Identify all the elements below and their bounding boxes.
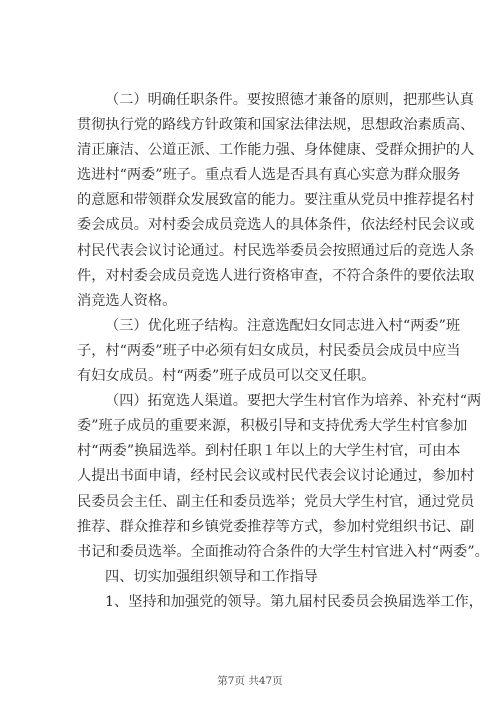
text-line: 子，村“两委”班子中必须有妇女成员，村民委员会成员中应当 (77, 342, 461, 359)
text-line: 村民代表会议讨论通过。村民选举委员会按照通过后的竞选人条 (77, 242, 475, 259)
page-footer: 第7页 共47页 (217, 675, 283, 687)
paragraph-structure (77, 314, 461, 389)
text-line: （二）明确任职条件。要按照德才兼备的原则，把那些认真 (105, 92, 474, 108)
paragraph-requirements (77, 88, 475, 314)
paragraph-leadership (77, 590, 483, 615)
text-line: 清正廉洁、公道正派、工作能力强、身体健康、受群众拥护的人 (77, 142, 475, 159)
text-line: 人提出书面申请，经村民会议或村民代表会议讨论通过，参加村 (77, 468, 475, 485)
text-line: 委会成员。对村委会成员竞选人的具体条件，依法经村民会议或 (77, 217, 475, 234)
text-line: 件，对村委会成员竞选人进行资格审查，不符合条件的要依法取 (77, 267, 475, 284)
text-line: 村“两委”换届选举。到村任职１年以上的大学生村官，可由本 (77, 443, 461, 460)
section-title: 四、切实加强组织领导和工作指导 (105, 568, 318, 585)
paragraph-channels (77, 389, 489, 565)
text-line: 民委员会主任、副主任和委员选举；党员大学生村官，通过党员 (77, 493, 475, 510)
text-line: 书记和委员选举。全面推动符合条件的大学生村官进入村“两委”。 (77, 543, 489, 560)
document-body (77, 88, 489, 615)
section-heading (77, 565, 447, 590)
text-line: （四）拓宽选人渠道。要把大学生村官作为培养、补充村“两 (105, 393, 482, 410)
text-line: 1、坚持和加强党的领导。第九届村民委员会换届选举工作， (105, 593, 483, 610)
text-line: 委”班子成员的重要来源，积极引导和支持优秀大学生村官参加 (77, 418, 468, 435)
text-line: 的意愿和带领群众发展致富的能力。要注重从党员中推荐提名村 (77, 192, 475, 209)
text-line: （三）优化班子结构。注意选配妇女同志进入村“两委”班 (105, 317, 461, 334)
text-line: 消竞选人资格。 (77, 292, 177, 309)
text-line: 贯彻执行党的路线方针政策和国家法律法规，思想政治素质高、 (77, 117, 475, 134)
text-line: 有妇女成员。村“两委”班子成员可以交叉任职。 (77, 368, 376, 385)
text-line: 选进村“两委”班子。重点看人选是否具有真心实意为群众服务 (77, 167, 461, 184)
text-line: 推荐、群众推荐和乡镇党委推荐等方式，参加村党组织书记、副 (77, 518, 475, 535)
